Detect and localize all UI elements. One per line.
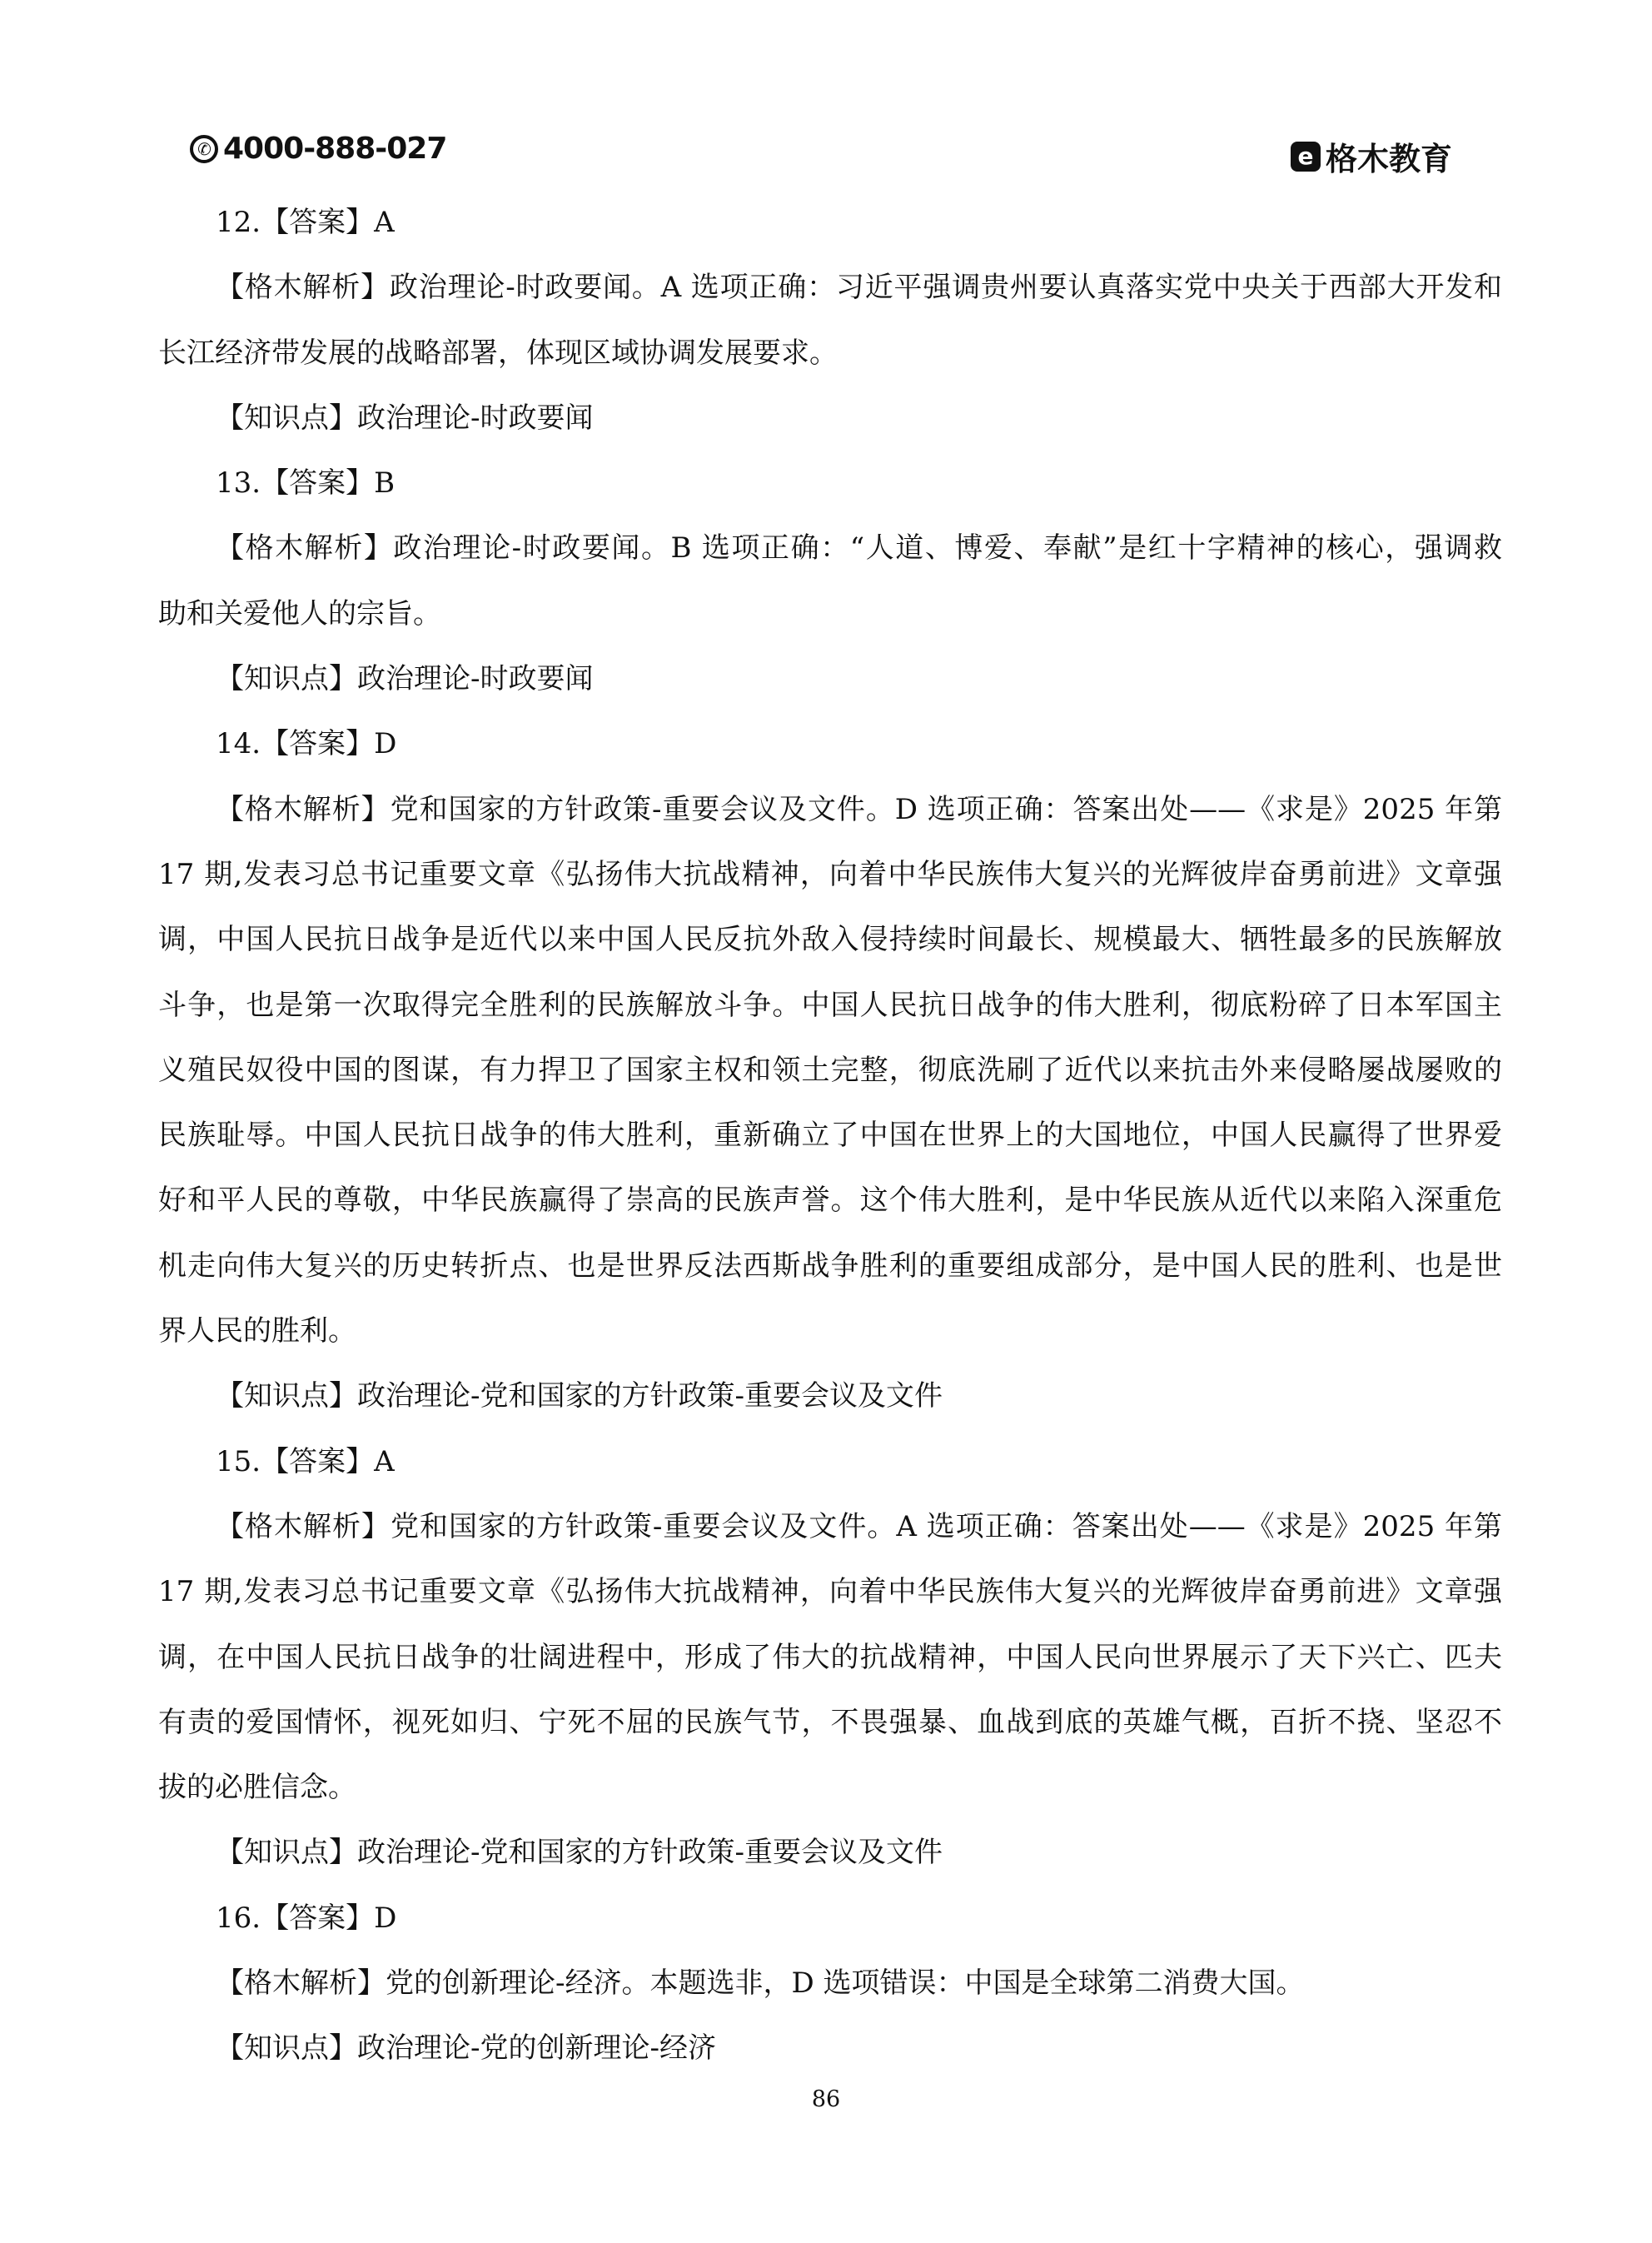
text-line: 16.【答案】D xyxy=(216,1901,397,1935)
text-line: 调，在中国人民抗日战争的壮阔进程中，形成了伟大的抗战精神，中国人民向世界展示了天下兴亡、匹夫 xyxy=(158,1640,1502,1674)
text-line: 17 期,发表习总书记重要文章《弘扬伟大抗战精神，向着中华民族伟大复兴的光辉彼岸奋勇前进》文章强 xyxy=(158,857,1502,891)
phone-number: 4000-888-027 xyxy=(223,132,447,166)
paragraph xyxy=(158,255,1502,386)
text-line: 【格木解析】党的创新理论-经济。本题选非，D 选项错误：中国是全球第二消费大国。 xyxy=(216,1966,1305,2001)
text-line: 12.【答案】A xyxy=(216,206,395,239)
paragraph xyxy=(158,1820,1502,1885)
text-line: 【格木解析】党和国家的方针政策-重要会议及文件。A 选项正确：答案出处——《求是》2025 年第 xyxy=(216,1509,1502,1543)
text-line: 【格木解析】政治理论-时政要闻。B 选项正确：“人道、博爱、奉献”是红十字精神的核心，强调救 xyxy=(216,531,1502,566)
logo-icon: e xyxy=(1291,142,1321,172)
text-line: 17 期,发表习总书记重要文章《弘扬伟大抗战精神，向着中华民族伟大复兴的光辉彼岸奋勇前进》文章强 xyxy=(158,1575,1502,1609)
text-line: 15.【答案】A xyxy=(216,1444,395,1478)
logo-text: 格木教育 xyxy=(1326,141,1453,177)
paragraph xyxy=(158,1494,1502,1820)
paragraph xyxy=(158,1363,1502,1428)
text-line: 好和平人民的尊敬，中华民族赢得了崇高的民族声誉。这个伟大胜利，是中华民族从近代以来陷入深重危 xyxy=(158,1184,1502,1218)
text-line: 斗争，也是第一次取得完全胜利的民族解放斗争。中国人民抗日战争的伟大胜利，彻底粉碎了日本军国主 xyxy=(158,988,1502,1022)
text-line: 14.【答案】D xyxy=(216,727,397,761)
text-line: 界人民的胜利。 xyxy=(158,1314,356,1348)
text-line: 有责的爱国情怀，视死如归、宁死不屈的民族气节，不畏强暴、血战到底的英雄气概，百折不挠、坚忍不 xyxy=(158,1705,1502,1739)
paragraph xyxy=(158,386,1502,451)
text-line: 助和关爱他人的宗旨。 xyxy=(158,596,441,631)
brand-logo xyxy=(1291,133,1452,179)
text-line: 义殖民奴役中国的图谋，有力捍卫了国家主权和领土完整，彻底洗刷了近代以来抗击外来侵略屡战屡败的 xyxy=(158,1053,1502,1087)
text-line: 长江经济带发展的战略部署，体现区域协调发展要求。 xyxy=(158,336,838,370)
paragraph xyxy=(158,646,1502,711)
paragraph xyxy=(158,1886,1502,1951)
page-number: 86 xyxy=(811,2086,841,2112)
text-line: 【知识点】政治理论-党和国家的方针政策-重要会议及文件 xyxy=(216,1379,943,1413)
text-line: 【知识点】政治理论-时政要闻 xyxy=(216,662,594,696)
paragraph xyxy=(158,1429,1502,1494)
text-line: 民族耻辱。中国人民抗日战争的伟大胜利，重新确立了中国在世界上的大国地位，中国人民赢得了世界爱 xyxy=(158,1119,1502,1153)
document-body xyxy=(158,190,1502,2081)
text-line: 拔的必胜信念。 xyxy=(158,1771,356,1805)
text-line: 【格木解析】党和国家的方针政策-重要会议及文件。D 选项正确：答案出处——《求是》2025 年第 xyxy=(216,792,1502,826)
paragraph xyxy=(158,711,1502,776)
text-line: 调，中国人民抗日战争是近代以来中国人民反抗外敌入侵持续时间最长、规模最大、牺牲最多的民族解放 xyxy=(158,923,1502,957)
text-line: 【知识点】政治理论-党和国家的方针政策-重要会议及文件 xyxy=(216,1836,943,1870)
paragraph xyxy=(158,1951,1502,2016)
text-line: 【知识点】政治理论-时政要闻 xyxy=(216,401,594,435)
text-line: 【格木解析】政治理论-时政要闻。A 选项正确：习近平强调贵州要认真落实党中央关于西部大开发和 xyxy=(216,271,1502,305)
paragraph xyxy=(158,2016,1502,2081)
paragraph xyxy=(158,451,1502,516)
text-line: 机走向伟大复兴的历史转折点、也是世界反法西斯战争胜利的重要组成部分，是中国人民的胜利、也是世 xyxy=(158,1249,1502,1283)
text-line: 【知识点】政治理论-党的创新理论-经济 xyxy=(216,2031,716,2066)
paragraph xyxy=(158,777,1502,1364)
paragraph xyxy=(158,190,1502,255)
paragraph xyxy=(158,516,1502,646)
phone-icon: ✆ xyxy=(190,135,218,163)
header-phone xyxy=(190,132,446,166)
text-line: 13.【答案】B xyxy=(216,466,396,501)
